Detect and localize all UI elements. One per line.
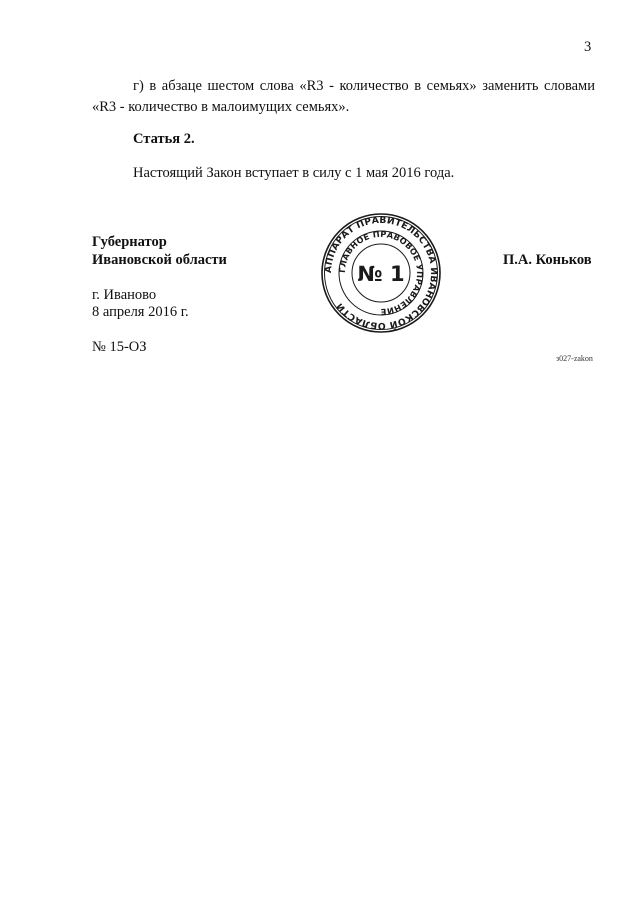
signer-title-line-2: Ивановской области	[92, 252, 227, 268]
paragraph-amendment-line-1: г) в абзаце шестом слова «R3 - количество в семьях» заменить словами	[133, 78, 595, 94]
svg-text:АППАРАТ ПРАВИТЕЛЬСТВА ИВАНОВСК: АППАРАТ ПРАВИТЕЛЬСТВА ИВАНОВСКОЙ ОБЛАСТИ	[322, 214, 440, 332]
place-city: г. Иваново	[92, 287, 157, 303]
paragraph-effective-date: Настоящий Закон вступает в силу с 1 мая 2016 года.	[133, 165, 455, 181]
svg-text:№ 1: № 1	[357, 262, 405, 286]
signing-date: 8 апреля 2016 г.	[92, 304, 189, 320]
law-number: № 15-ОЗ	[92, 339, 147, 355]
signer-title-line-1: Губернатор	[92, 234, 167, 250]
stamp-seal-graphic	[320, 212, 442, 334]
svg-text:ГЛАВНОЕ ПРАВОВОЕ УПРАВЛЕНИЕ: ГЛАВНОЕ ПРАВОВОЕ УПРАВЛЕНИЕ	[336, 228, 426, 318]
official-stamp	[320, 212, 442, 334]
file-code: з027-zakon	[556, 354, 593, 363]
article-heading: Статья 2.	[133, 131, 195, 147]
paragraph-amendment-line-2: «R3 - количество в малоимущих семьях».	[92, 99, 350, 115]
page-number: 3	[584, 39, 592, 55]
signer-name: П.А. Коньков	[503, 252, 592, 268]
